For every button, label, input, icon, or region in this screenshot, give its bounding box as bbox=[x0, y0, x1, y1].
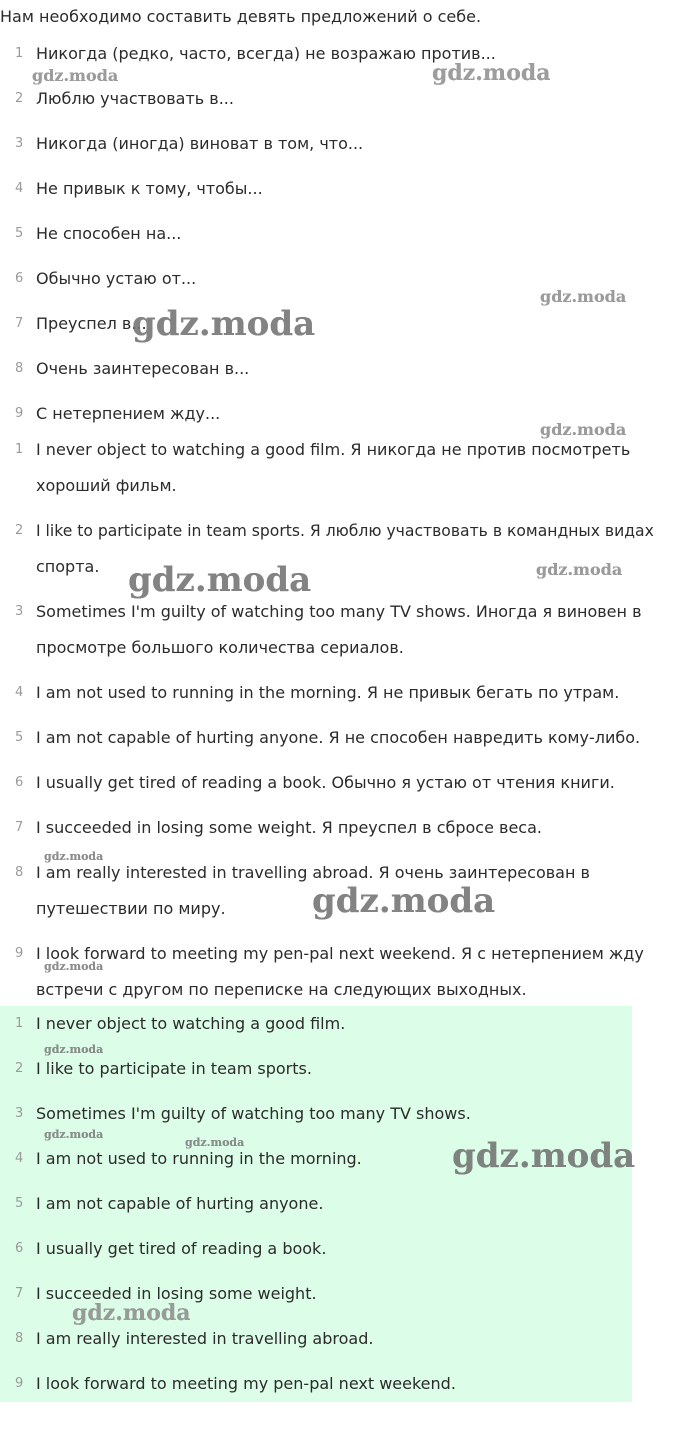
item-number: 8 bbox=[15, 361, 24, 376]
item-text: I never object to watching a good film. bbox=[36, 1014, 346, 1033]
item-number: 7 bbox=[15, 1286, 24, 1301]
list-item bbox=[0, 1141, 676, 1186]
item-text: Люблю участвовать в... bbox=[36, 89, 234, 108]
watermark-logo: gdz.moda bbox=[44, 1043, 104, 1056]
watermark-logo: gdz.moda bbox=[432, 60, 551, 86]
item-text-line1: I am really interested in travelling abroad. Я очень заинтересован в bbox=[36, 863, 590, 882]
item-number: 4 bbox=[15, 181, 24, 196]
item-text: I look forward to meeting my pen-pal next weekend. bbox=[36, 1374, 456, 1393]
item-text: Никогда (редко, часто, всегда) не возражаю против... bbox=[36, 44, 496, 63]
item-text-line1: I like to participate in team sports. Я люблю участвовать в командных видах bbox=[36, 522, 654, 540]
list-item bbox=[0, 936, 676, 1017]
item-text-line1: I am not used to running in the morning. Я не привык бегать по утрам. bbox=[36, 683, 620, 702]
item-number: 7 bbox=[15, 820, 24, 835]
item-text: I usually get tired of reading a book. bbox=[36, 1239, 327, 1258]
item-number: 1 bbox=[15, 442, 24, 457]
item-text: Очень заинтересован в... bbox=[36, 359, 250, 378]
item-number: 2 bbox=[15, 523, 24, 538]
item-number: 9 bbox=[15, 946, 24, 961]
item-text-line1: Sometimes I'm guilty of watching too many TV shows. Иногда я виновен в bbox=[36, 602, 642, 621]
item-text-line1: I never object to watching a good film. Я никогда не против посмотреть bbox=[36, 440, 631, 459]
item-text-line1: I look forward to meeting my pen-pal next weekend. Я с нетерпением жду bbox=[36, 944, 644, 963]
watermark-logo: gdz.moda bbox=[536, 560, 623, 579]
list-item bbox=[0, 513, 676, 594]
item-text-line2: хороший фильм. bbox=[36, 476, 177, 495]
list-item bbox=[0, 36, 676, 81]
watermark-logo: gdz.moda bbox=[185, 1136, 245, 1149]
item-number: 6 bbox=[15, 271, 24, 286]
item-number: 5 bbox=[15, 226, 24, 241]
watermark-logo: gdz.moda bbox=[128, 560, 312, 600]
list-item bbox=[0, 261, 676, 306]
list-item bbox=[0, 1231, 676, 1276]
item-number: 3 bbox=[15, 1106, 24, 1121]
list-item bbox=[0, 351, 676, 396]
list-item bbox=[0, 810, 676, 855]
item-text: Обычно устаю от... bbox=[36, 269, 197, 288]
item-text-line2: путешествии по миру. bbox=[36, 899, 226, 918]
item-number: 5 bbox=[15, 730, 24, 745]
answer-list bbox=[0, 1006, 632, 1402]
list-item bbox=[0, 1321, 676, 1366]
watermark-logo: gdz.moda bbox=[44, 1128, 104, 1141]
translation-list bbox=[0, 432, 676, 1017]
item-text: С нетерпением жду... bbox=[36, 404, 221, 423]
watermark-logo: gdz.moda bbox=[44, 850, 104, 863]
list-item bbox=[0, 1276, 676, 1321]
list-item bbox=[0, 306, 676, 351]
item-text-line2: встречи с другом по переписке на следующих выходных. bbox=[36, 980, 527, 999]
list-item bbox=[0, 594, 676, 675]
item-text-line1: I am not capable of hurting anyone. Я не способен навредить кому-либо. bbox=[36, 728, 641, 747]
item-number: 1 bbox=[15, 1016, 24, 1031]
item-number: 8 bbox=[15, 865, 24, 880]
item-number: 4 bbox=[15, 685, 24, 700]
watermark-logo: gdz.moda bbox=[32, 66, 119, 85]
item-text: Никогда (иногда) виноват в том, что... bbox=[36, 134, 364, 153]
list-item bbox=[0, 855, 676, 936]
item-text: I am not used to running in the morning. bbox=[36, 1149, 362, 1168]
list-item bbox=[0, 1051, 676, 1096]
item-number: 3 bbox=[15, 604, 24, 619]
list-item bbox=[0, 432, 676, 513]
item-text: I like to participate in team sports. bbox=[36, 1059, 312, 1078]
item-number: 3 bbox=[15, 136, 24, 151]
item-number: 2 bbox=[15, 91, 24, 106]
item-text: Не привык к тому, чтобы... bbox=[36, 179, 263, 198]
item-text: Sometimes I'm guilty of watching too many TV shows. bbox=[36, 1104, 471, 1123]
item-text: I succeeded in losing some weight. bbox=[36, 1284, 317, 1303]
item-number: 2 bbox=[15, 1061, 24, 1076]
item-number: 6 bbox=[15, 775, 24, 790]
item-number: 7 bbox=[15, 316, 24, 331]
watermark-logo: gdz.moda bbox=[44, 960, 104, 973]
watermark-logo: gdz.moda bbox=[72, 1300, 191, 1326]
item-number: 9 bbox=[15, 406, 24, 421]
list-item bbox=[0, 126, 676, 171]
item-number: 9 bbox=[15, 1376, 24, 1391]
list-item bbox=[0, 675, 676, 720]
item-text: I am not capable of hurting anyone. bbox=[36, 1194, 324, 1213]
intro-text: Нам необходимо составить девять предложений о себе. bbox=[0, 7, 482, 26]
list-item bbox=[0, 1186, 676, 1231]
watermark-logo: gdz.moda bbox=[132, 304, 316, 344]
item-text-line1: I usually get tired of reading a book. Обычно я устаю от чтения книги. bbox=[36, 773, 615, 792]
item-text-line2: спорта. bbox=[36, 557, 100, 576]
list-item bbox=[0, 1366, 676, 1402]
list-item bbox=[0, 81, 676, 126]
item-number: 6 bbox=[15, 1241, 24, 1256]
watermark-logo: gdz.moda bbox=[540, 420, 627, 439]
list-item bbox=[0, 765, 676, 810]
watermark-logo: gdz.moda bbox=[540, 287, 627, 306]
prompt-list bbox=[0, 36, 676, 441]
item-number: 8 bbox=[15, 1331, 24, 1346]
watermark-logo: gdz.moda bbox=[452, 1136, 636, 1176]
watermark-logo: gdz.moda bbox=[312, 881, 496, 921]
item-number: 5 bbox=[15, 1196, 24, 1211]
item-text: Не способен на... bbox=[36, 224, 182, 243]
list-item bbox=[0, 720, 676, 765]
item-text-line1: I succeeded in losing some weight. Я преуспел в сбросе веса. bbox=[36, 818, 542, 837]
item-number: 4 bbox=[15, 1151, 24, 1166]
list-item bbox=[0, 216, 676, 261]
list-item bbox=[0, 1096, 676, 1141]
list-item bbox=[0, 171, 676, 216]
item-text: I am really interested in travelling abroad. bbox=[36, 1329, 374, 1348]
item-number: 1 bbox=[15, 46, 24, 61]
item-text-line2: просмотре большого количества сериалов. bbox=[36, 638, 404, 657]
item-text: Преуспел в... bbox=[36, 314, 147, 333]
list-item bbox=[0, 1006, 676, 1051]
